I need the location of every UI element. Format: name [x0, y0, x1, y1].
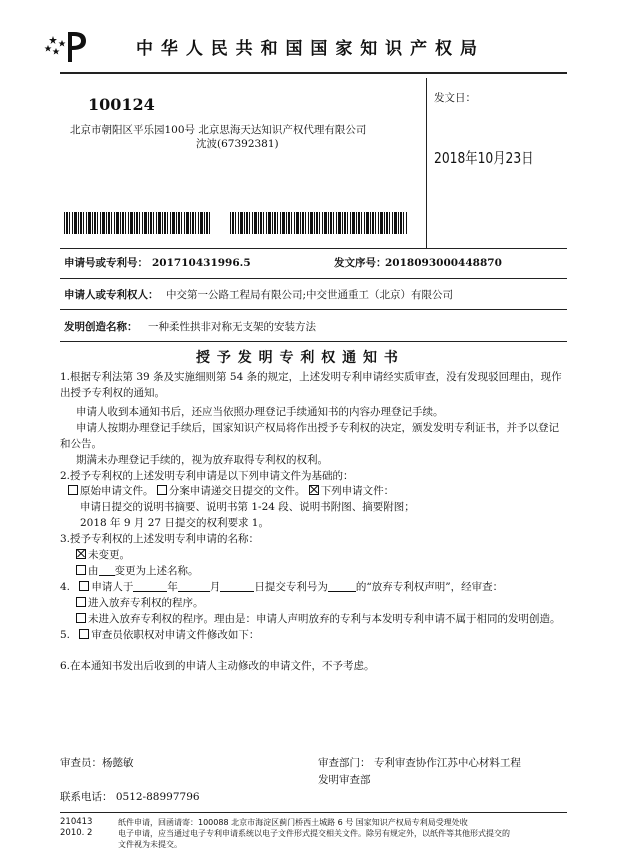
department-line1: 审查部门： 专利审查协作江苏中心材料工程 [318, 757, 521, 769]
p1-line2: 出授予专利权的通知。 [60, 387, 165, 399]
p5-text: 审查员依职权对申请文件修改如下： [91, 629, 260, 641]
p4-e: 的“放弃专利权声明”，经审查： [355, 581, 504, 593]
p5-num: 5. [60, 629, 71, 641]
application-number-label: 申请号或专利号： [64, 257, 148, 269]
checkbox-name-changed[interactable] [76, 565, 86, 575]
notice-title: 授 予 发 明 专 利 权 通 知 书 [196, 350, 399, 366]
p4-line [60, 580, 503, 594]
p1-line1: 1.根据专利法第 39 条及实施细则第 54 条的规定，上述发明专利申请经实质审查，没有发现驳回理由，现作 [60, 371, 562, 383]
p4-b: 年 [167, 581, 178, 593]
issue-date-label: 发文日： [434, 92, 476, 104]
footer-rule [60, 812, 567, 813]
p2-title: 2.授予专利权的上述发明专利申请是以下列申请文件为基础的： [60, 470, 354, 482]
p4-d: 日提交专利号为 [254, 581, 328, 593]
serial-number-value: 2018093000448870 [385, 257, 502, 269]
p4-c: 月 [209, 581, 221, 593]
p1-s1: 申请人收到本通知书后，还应当依照办理登记手续通知书的内容办理登记手续。 [76, 406, 444, 418]
serial-number-label: 发文序号： [334, 257, 387, 269]
footer-note-2: 电子申请，应当通过电子专利申请系统以电子文件形式提交相关文件。除另有规定外，以纸件等其他形式提交的 [118, 829, 510, 838]
p2-options [68, 484, 394, 498]
p3-opt1-label: 未变更。 [88, 549, 130, 561]
p4-opt1-label: 进入放弃专利权的程序。 [88, 597, 204, 609]
checkbox-enter-abandon[interactable] [76, 597, 86, 607]
p2-opt1-label: 原始申请文件。 [80, 485, 154, 497]
blank-old-name [99, 564, 115, 576]
blank-day [220, 580, 254, 592]
p3-title: 3.授予专利权的上述发明专利申请的名称： [60, 533, 260, 545]
checkbox-divisional-files[interactable] [157, 485, 167, 495]
checkbox-abandon-declaration[interactable] [79, 581, 89, 591]
p4-opt2 [76, 612, 561, 626]
checkbox-not-enter-abandon[interactable] [76, 613, 86, 623]
p2-opt2-label: 分案申请递交日提交的文件。 [168, 485, 306, 497]
rule-2 [60, 278, 567, 279]
issue-date-divider [426, 78, 427, 248]
p5-line [60, 628, 259, 642]
header-rule [60, 72, 567, 74]
p3-opt2-a: 由 [88, 565, 99, 577]
blank-year [133, 580, 167, 592]
barcode-left [64, 212, 212, 234]
footer-note-3: 文件视为未提交。 [118, 840, 182, 849]
p3-opt1 [76, 548, 130, 562]
p1-s2-line1: 申请人按期办理登记手续后，国家知识产权局将作出授予专利权的决定，颁发发明专利证书，并予以登记 [76, 422, 559, 434]
applicant-value: 中交第一公路工程局有限公司;中交世通重工（北京）有限公司 [166, 289, 454, 301]
p4-a: 申请人于 [91, 581, 134, 593]
application-number-value: 201710431996.5 [152, 257, 251, 269]
p4-opt2-label: 未进入放弃专利权的程序。理由是：申请人声明放弃的专利与本发明专利申请不属于相同的发明创造。 [88, 613, 561, 625]
examiner: 审查员：杨懿敏 [60, 757, 134, 769]
p1-s3: 期满未办理登记手续的，视为放弃取得专利权的权利。 [76, 454, 328, 466]
postcode: 100124 [88, 95, 155, 114]
p3-opt2 [76, 564, 199, 578]
p4-num: 4. [60, 581, 71, 593]
blank-month [178, 580, 210, 592]
p2-claims: 2018 年 9 月 27 日提交的权利要求 1。 [80, 517, 269, 529]
office-name: 中 华 人 民 共 和 国 国 家 知 识 产 权 局 [136, 39, 478, 59]
footer-note-1: 纸件申请，回函请寄：100088 北京市海淀区蓟门桥西土城路 6 号 国家知识产权局专利局受理处收 [118, 818, 468, 827]
rule-1 [60, 248, 567, 249]
office-logo-icon [44, 30, 90, 64]
phone: 联系电话： 0512-88997796 [60, 791, 200, 803]
invention-label: 发明创造名称： [64, 321, 138, 333]
checkbox-name-unchanged[interactable] [76, 549, 86, 559]
form-code-2: 2010. 2 [60, 828, 93, 838]
blank-patent-number [328, 580, 356, 592]
applicant-label: 申请人或专利权人： [64, 289, 159, 301]
p2-opt3-label: 下列申请文件： [320, 485, 395, 497]
rule-3 [60, 309, 567, 310]
recipient-address: 北京市朝阳区平乐园100号 北京思海天达知识产权代理有限公司 [70, 124, 367, 136]
p1-s2-line2: 和公告。 [60, 438, 102, 450]
department-line2: 发明审查部 [318, 774, 371, 786]
invention-value: 一种柔性拱非对称无支架的安装方法 [148, 321, 316, 333]
checkbox-examiner-amendment[interactable] [79, 629, 89, 639]
office-logo [44, 30, 90, 64]
issue-date-value: 2018年10月23日 [434, 149, 534, 167]
p3-opt2-b: 变更为上述名称。 [114, 565, 199, 577]
p2-files: 申请日提交的说明书摘要、说明书第 1-24 段、说明书附图、摘要附图； [80, 501, 415, 513]
form-code-1: 210413 [60, 817, 93, 827]
checkbox-following-files[interactable] [309, 485, 319, 495]
barcode-right [230, 212, 408, 234]
rule-4 [60, 341, 567, 342]
p4-opt1 [76, 596, 204, 610]
recipient-contact: 沈波(67392381) [196, 138, 279, 150]
p6: 6.在本通知书发出后收到的申请人主动修改的申请文件，不予考虑。 [60, 660, 375, 672]
checkbox-original-files[interactable] [68, 485, 78, 495]
